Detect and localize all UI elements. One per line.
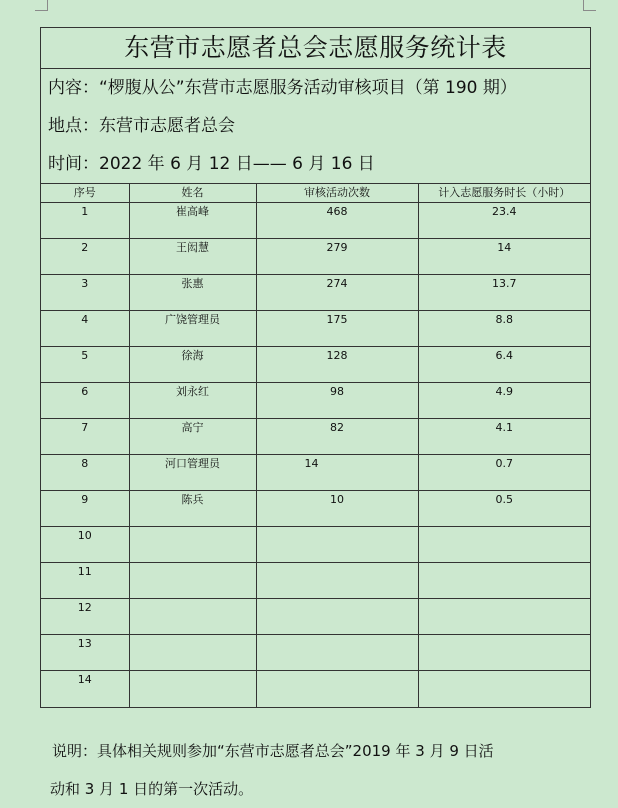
cell-hours: 14 xyxy=(418,239,590,275)
note-line-2: 动和 3 月 1 日的第一次活动。 xyxy=(50,780,254,798)
cell-hours xyxy=(418,527,590,563)
cell-count xyxy=(256,527,418,563)
cell-no: 5 xyxy=(41,347,129,383)
cell-no: 14 xyxy=(41,671,129,707)
cell-hours: 0.7 xyxy=(418,455,590,491)
page-corner-mark-right xyxy=(583,0,596,11)
cell-hours: 0.5 xyxy=(418,491,590,527)
content-line: 内容：“椤腹从公”东营市志愿服务活动审核项目（第 190 期） xyxy=(48,78,517,98)
cell-no: 8 xyxy=(41,455,129,491)
cell-count: 82 xyxy=(256,419,418,455)
table-row xyxy=(41,527,590,563)
cell-hours: 8.8 xyxy=(418,311,590,347)
table-row xyxy=(41,563,590,599)
sheet-title: 东营市志愿者总会志愿服务统计表 xyxy=(41,28,590,69)
cell-name: 刘永红 xyxy=(129,383,256,419)
table-row xyxy=(41,383,590,419)
cell-no: 11 xyxy=(41,563,129,599)
table-row xyxy=(41,239,590,275)
cell-no: 1 xyxy=(41,203,129,239)
page-corner-mark-left xyxy=(35,0,48,11)
cell-name: 徐海 xyxy=(129,347,256,383)
cell-name: 张惠 xyxy=(129,275,256,311)
cell-count: 14 xyxy=(256,455,418,491)
table-header-row xyxy=(41,184,590,203)
table-row xyxy=(41,455,590,491)
cell-count: 274 xyxy=(256,275,418,311)
cell-no: 6 xyxy=(41,383,129,419)
cell-hours: 13.7 xyxy=(418,275,590,311)
cell-name xyxy=(129,599,256,635)
note-line-1: 说明：具体相关规则参加“东营市志愿者总会”2019 年 3 月 9 日活 xyxy=(52,742,494,760)
location-line: 地点：东营市志愿者总会 xyxy=(48,116,235,136)
cell-name: 河口管理员 xyxy=(129,455,256,491)
cell-name: 王闳慧 xyxy=(129,239,256,275)
header-count: 审核活动次数 xyxy=(256,184,418,203)
table-row xyxy=(41,671,590,707)
cell-name xyxy=(129,527,256,563)
header-hours: 计入志愿服务时长（小时） xyxy=(418,184,590,203)
cell-count: 175 xyxy=(256,311,418,347)
header-no: 序号 xyxy=(41,184,129,203)
table-row xyxy=(41,599,590,635)
cell-hours: 23.4 xyxy=(418,203,590,239)
cell-name xyxy=(129,563,256,599)
cell-count: 98 xyxy=(256,383,418,419)
volunteer-table xyxy=(41,183,590,707)
table-row xyxy=(41,347,590,383)
cell-no: 4 xyxy=(41,311,129,347)
cell-name: 崔高峰 xyxy=(129,203,256,239)
cell-no: 9 xyxy=(41,491,129,527)
cell-hours xyxy=(418,671,590,707)
cell-count: 279 xyxy=(256,239,418,275)
cell-name xyxy=(129,671,256,707)
cell-count xyxy=(256,599,418,635)
cell-name: 陈兵 xyxy=(129,491,256,527)
cell-hours: 6.4 xyxy=(418,347,590,383)
table-row xyxy=(41,311,590,347)
cell-count xyxy=(256,635,418,671)
cell-hours xyxy=(418,599,590,635)
table-row xyxy=(41,635,590,671)
cell-count xyxy=(256,671,418,707)
cell-no: 10 xyxy=(41,527,129,563)
cell-count: 468 xyxy=(256,203,418,239)
cell-name: 广饶管理员 xyxy=(129,311,256,347)
table-row xyxy=(41,275,590,311)
cell-hours: 4.1 xyxy=(418,419,590,455)
table-row xyxy=(41,203,590,239)
cell-name xyxy=(129,635,256,671)
cell-hours xyxy=(418,563,590,599)
cell-name: 高宁 xyxy=(129,419,256,455)
table-row xyxy=(41,419,590,455)
cell-no: 7 xyxy=(41,419,129,455)
cell-no: 3 xyxy=(41,275,129,311)
table-row xyxy=(41,491,590,527)
cell-no: 12 xyxy=(41,599,129,635)
cell-hours xyxy=(418,635,590,671)
stats-sheet xyxy=(40,27,591,708)
explanation-note xyxy=(52,732,592,808)
cell-count: 128 xyxy=(256,347,418,383)
cell-count: 10 xyxy=(256,491,418,527)
cell-no: 2 xyxy=(41,239,129,275)
cell-hours: 4.9 xyxy=(418,383,590,419)
time-line: 时间：2022 年 6 月 12 日—— 6 月 16 日 xyxy=(48,154,375,174)
cell-count xyxy=(256,563,418,599)
header-name: 姓名 xyxy=(129,184,256,203)
cell-no: 13 xyxy=(41,635,129,671)
